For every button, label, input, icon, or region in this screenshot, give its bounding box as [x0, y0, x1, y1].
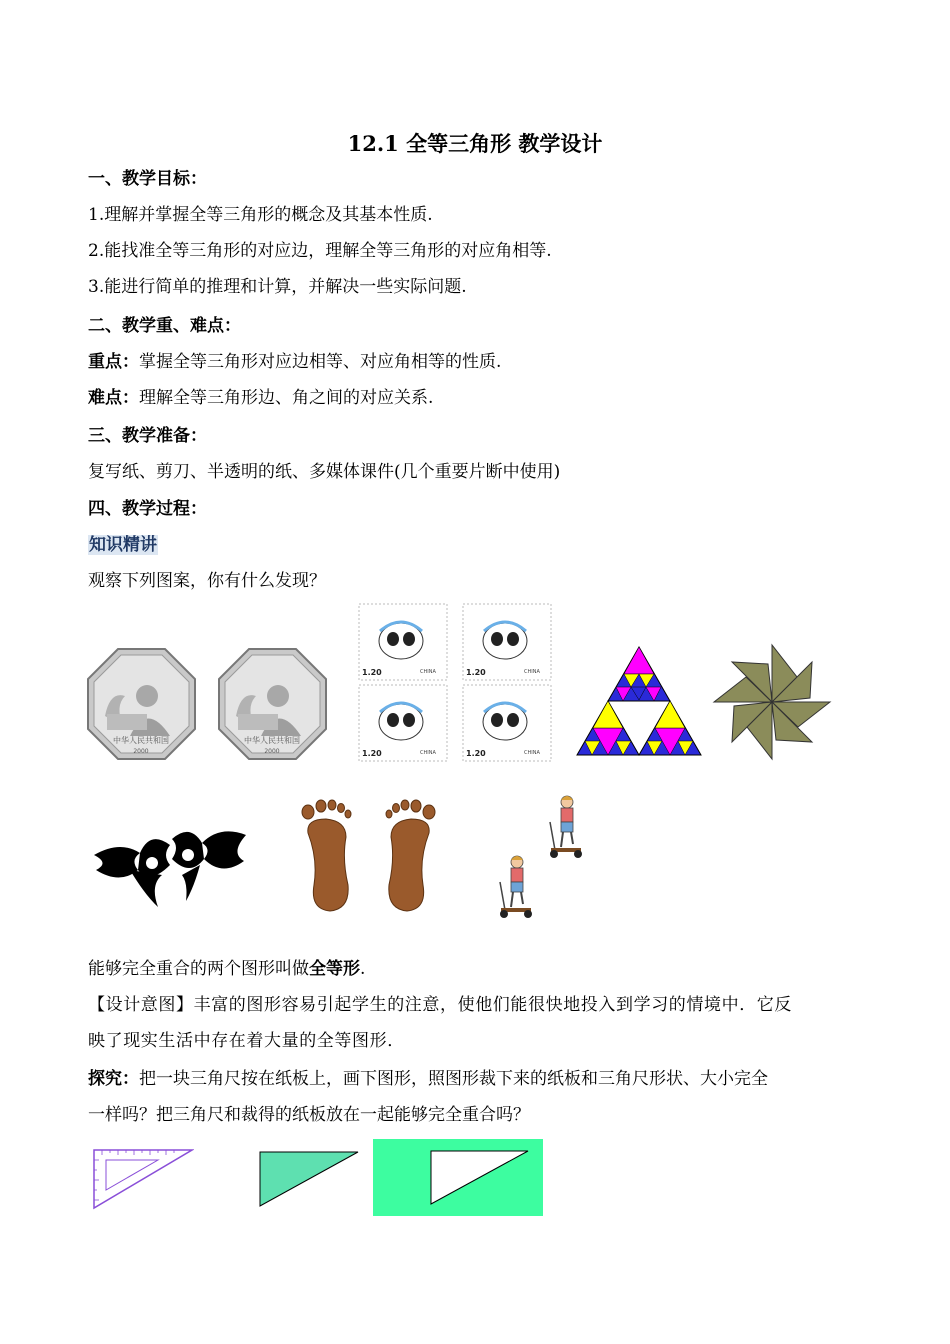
stamp-2-country: CHINA: [524, 669, 540, 675]
design-intent-line-2: 映了现实生活中存在着大量的全等图形．: [88, 1031, 405, 1051]
key-point-line: [88, 351, 501, 373]
coin-1-inscription: 中华人民共和国: [113, 736, 169, 745]
difficulty-text: 理解全等三角形边、角之间的对应关系.: [139, 388, 434, 408]
coin-image-2: [216, 646, 329, 762]
key-text: 掌握全等三角形对应边相等、对应角相等的性质.: [139, 352, 502, 372]
definition-line: [88, 958, 365, 980]
cut-board-triangle-image: [258, 1150, 362, 1208]
stamp-image-2: [462, 603, 552, 681]
explore-line-2: 一样吗？把三角尺和裁得的纸板放在一起能够完全重合吗？: [88, 1105, 530, 1125]
key-label: 重点：: [88, 352, 139, 372]
goal-item-1: 1.理解并掌握全等三角形的概念及其基本性质.: [88, 205, 433, 225]
coin-1-year: 2000: [133, 748, 149, 755]
stamp-3-country: CHINA: [420, 750, 436, 756]
triangle-pattern-image: [575, 645, 703, 757]
board-with-outline-image: [373, 1139, 543, 1216]
stamp-4-value: 1.20: [466, 749, 486, 758]
stamp-image-1: [358, 603, 448, 681]
section-heading-process: 四、教学过程：: [88, 499, 207, 519]
stamp-image-3: [358, 684, 448, 762]
section-heading-goals: 一、教学目标：: [88, 169, 207, 189]
section-heading-prep: 三、教学准备：: [88, 426, 207, 446]
stamp-image-4: [462, 684, 552, 762]
observe-text: 观察下列图案，你有什么发现？: [88, 571, 326, 591]
definition-term: 全等形: [309, 959, 360, 979]
difficulty-label: 难点：: [88, 388, 139, 408]
footprints-image: [296, 797, 441, 915]
knowledge-highlight: 知识精讲: [89, 535, 157, 555]
explore-label: 探究：: [88, 1069, 139, 1089]
stamp-4-country: CHINA: [524, 750, 540, 756]
scooter-children-image: [495, 792, 605, 927]
section-heading-key: 二、教学重、难点：: [88, 316, 241, 336]
design-intent-line-1: 【设计意图】丰富的图形容易引起学生的注意，使他们能很快地投入到学习的情境中．它反: [88, 995, 792, 1015]
page-title: 12.1 全等三角形 教学设计: [347, 131, 603, 156]
stamp-1-country: CHINA: [420, 669, 436, 675]
explore-line-1: [88, 1068, 768, 1090]
coin-2-inscription: 中华人民共和国: [244, 736, 300, 745]
coin-image-1: [85, 646, 198, 762]
highlight-line: [88, 534, 158, 556]
pinwheel-image: [712, 643, 832, 761]
definition-suffix: .: [360, 959, 366, 979]
fleur-de-lis-image: [90, 815, 250, 910]
coin-2-year: 2000: [264, 748, 280, 755]
stamp-2-value: 1.20: [466, 668, 486, 677]
difficulty-line: [88, 387, 433, 409]
set-square-image: [92, 1148, 194, 1210]
stamp-1-value: 1.20: [362, 668, 382, 677]
goal-item-3: 3.能进行简单的推理和计算，并解决一些实际问题.: [88, 277, 467, 297]
explore-text-1: 把一块三角尺按在纸板上，画下图形，照图形裁下来的纸板和三角尺形状、大小完全: [139, 1069, 768, 1089]
prep-text: 复写纸、剪刀、半透明的纸、多媒体课件(几个重要片断中使用): [88, 462, 561, 482]
stamp-3-value: 1.20: [362, 749, 382, 758]
goal-item-2: 2.能找准全等三角形的对应边，理解全等三角形的对应角相等.: [88, 241, 552, 261]
definition-prefix: 能够完全重合的两个图形叫做: [88, 959, 309, 979]
